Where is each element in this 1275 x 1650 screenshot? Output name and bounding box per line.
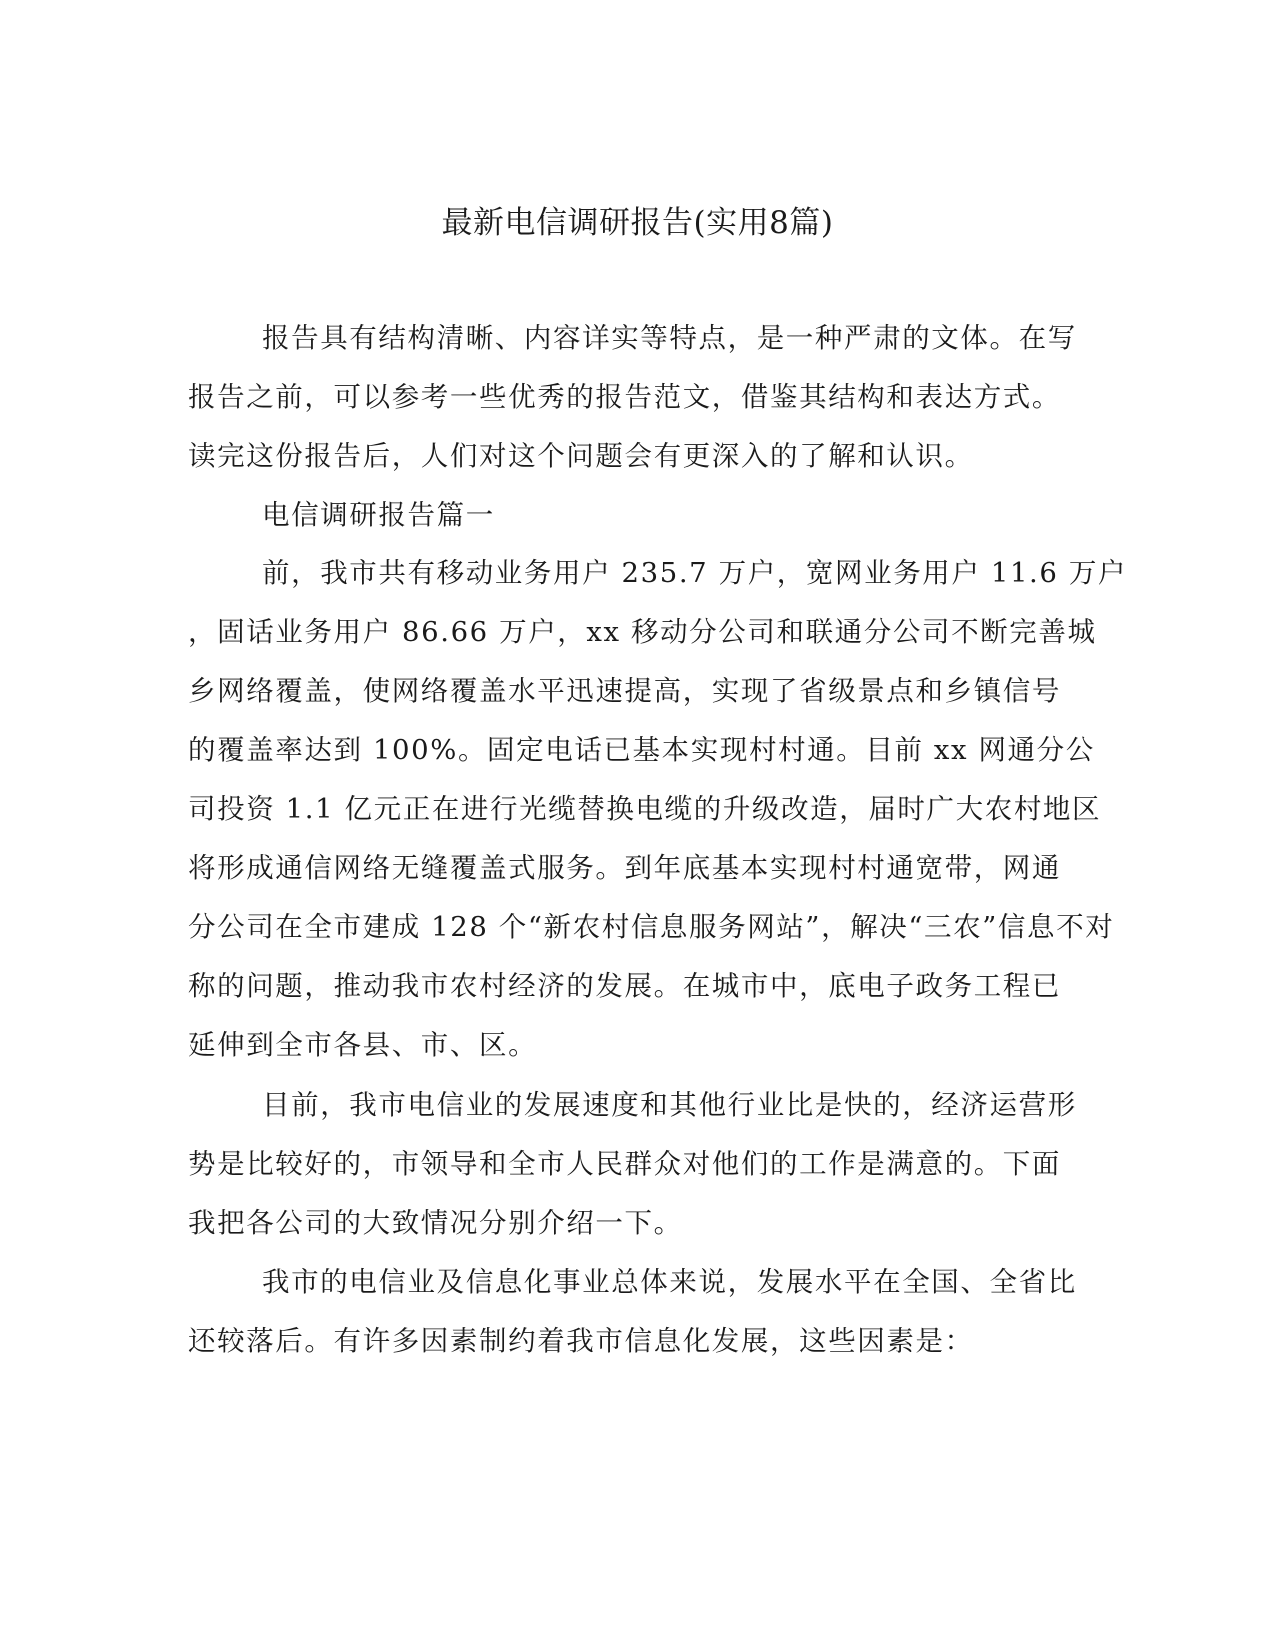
paragraph-line: 报告具有结构清晰、内容详实等特点，是一种严肃的文体。在写 bbox=[262, 322, 1077, 354]
paragraph-line: 分公司在全市建成 128 个“新农村信息服务网站”，解决“三农”信息不对 bbox=[188, 911, 1115, 943]
paragraph-line: 势是比较好的，市领导和全市人民群众对他们的工作是满意的。下面 bbox=[188, 1148, 1061, 1180]
paragraph-line: ，固话业务用户 86.66 万户，xx 移动分公司和联通分公司不断完善城 bbox=[188, 616, 1097, 648]
paragraph-line: 延伸到全市各县、市、区。 bbox=[188, 1029, 538, 1061]
document-title: 最新电信调研报告(实用8篇) bbox=[441, 205, 834, 241]
paragraph-line: 司投资 1.1 亿元正在进行光缆替换电缆的升级改造，届时广大农村地区 bbox=[188, 793, 1102, 825]
paragraph-line: 我市的电信业及信息化事业总体来说，发展水平在全国、全省比 bbox=[262, 1266, 1077, 1298]
paragraph-line: 将形成通信网络无缝覆盖式服务。到年底基本实现村村通宽带，网通 bbox=[188, 852, 1061, 884]
paragraph-line: 称的问题，推动我市农村经济的发展。在城市中，底电子政务工程已 bbox=[188, 970, 1061, 1002]
paragraph-line: 目前，我市电信业的发展速度和其他行业比是快的，经济运营形 bbox=[262, 1089, 1077, 1121]
paragraph-line: 的覆盖率达到 100%。固定电话已基本实现村村通。目前 xx 网通分公 bbox=[188, 734, 1095, 766]
paragraph-line: 还较落后。有许多因素制约着我市信息化发展，这些因素是： bbox=[188, 1325, 974, 1357]
section-heading: 电信调研报告篇一 bbox=[262, 499, 495, 531]
paragraph-line: 读完这份报告后，人们对这个问题会有更深入的了解和认识。 bbox=[188, 440, 974, 472]
paragraph-line: 乡网络覆盖，使网络覆盖水平迅速提高，实现了省级景点和乡镇信号 bbox=[188, 675, 1061, 707]
paragraph-line: 报告之前，可以参考一些优秀的报告范文，借鉴其结构和表达方式。 bbox=[188, 381, 1061, 413]
paragraph-line: 我把各公司的大致情况分别介绍一下。 bbox=[188, 1207, 683, 1239]
paragraph-line: 前，我市共有移动业务用户 235.7 万户，宽网业务用户 11.6 万户 bbox=[262, 557, 1128, 589]
